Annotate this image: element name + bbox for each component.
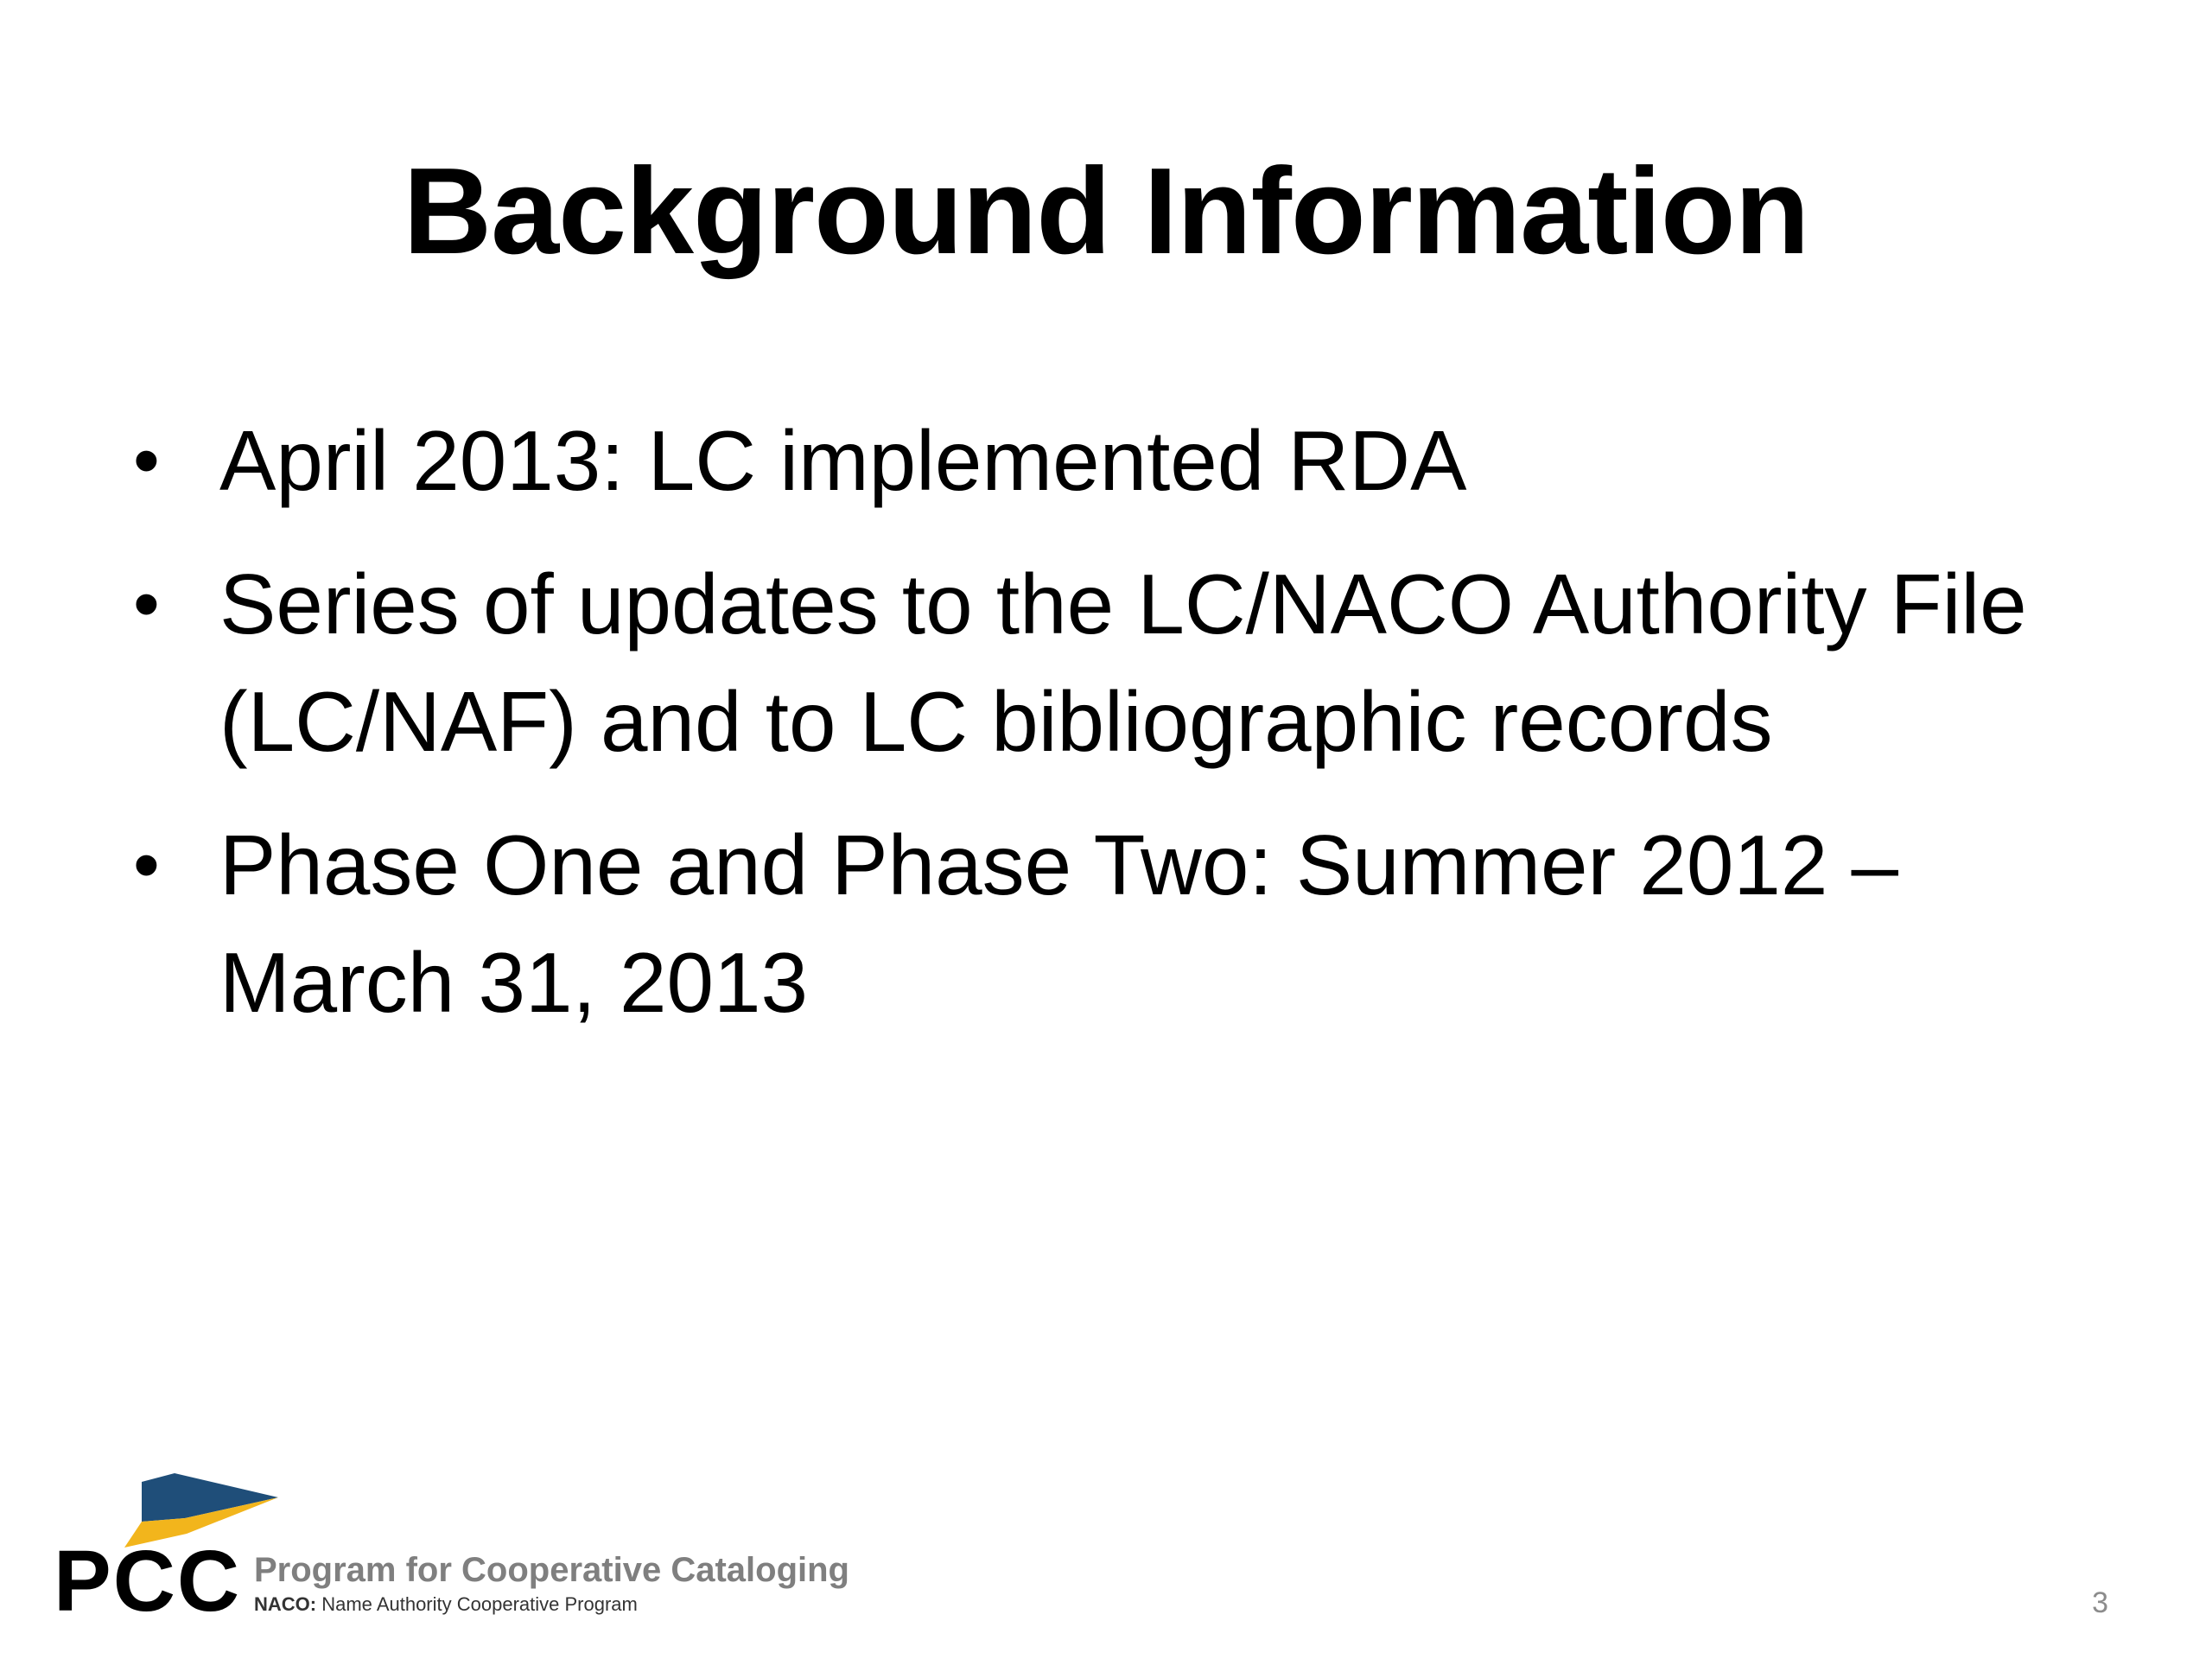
slide-title: Background Information bbox=[403, 143, 1809, 280]
bullet-item bbox=[130, 402, 2117, 519]
bullet-text: April 2013: LC implemented RDA bbox=[219, 413, 1467, 508]
logo-initials: PCC bbox=[54, 1533, 242, 1630]
bullet-text: Series of updates to the LC/NACO Authority File (LC/NAF) and to LC bibliographic records bbox=[219, 556, 2027, 769]
slide-number: 3 bbox=[2092, 1586, 2108, 1619]
naco-text: Name Authority Cooperative Program bbox=[321, 1593, 638, 1615]
bullet-text: Phase One and Phase Two: Summer 2012 – March 31, 2013 bbox=[219, 817, 1899, 1030]
pcc-logo bbox=[54, 1473, 849, 1630]
naco-line bbox=[254, 1592, 638, 1617]
bullet-dot-icon: • bbox=[133, 417, 160, 503]
bullet-list bbox=[130, 402, 2117, 1067]
naco-prefix: NACO: bbox=[254, 1593, 317, 1615]
bullet-dot-icon: • bbox=[133, 561, 160, 646]
bullet-dot-icon: • bbox=[133, 822, 160, 907]
bullet-item bbox=[130, 806, 2117, 1041]
bullet-item bbox=[130, 545, 2117, 780]
program-name: Program for Cooperative Cataloging bbox=[254, 1551, 849, 1589]
